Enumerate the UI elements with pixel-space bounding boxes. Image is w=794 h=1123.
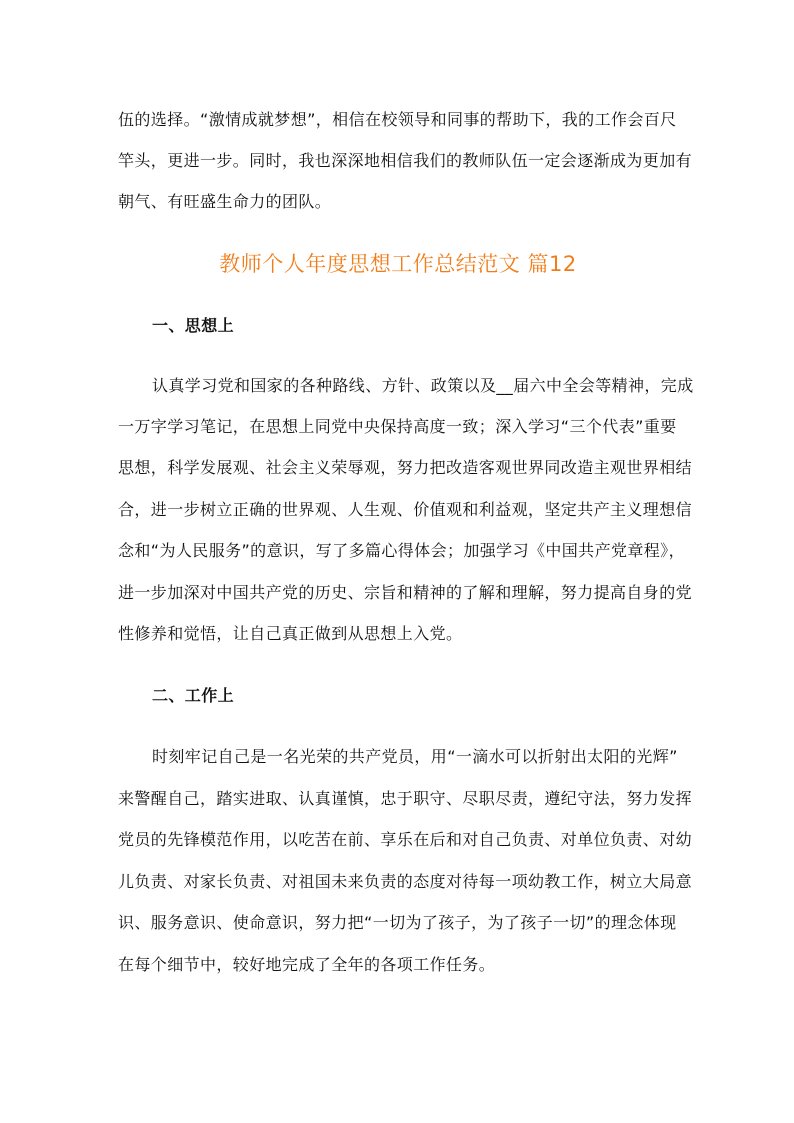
- section2-line-3: 党员的先锋模范作用，以吃苦在前、享乐在后和对自己负责、对单位负责、对幼: [118, 830, 693, 849]
- section1-line-7: 性修养和觉悟，让自己真正做到从思想上入党。: [118, 624, 463, 643]
- section1-heading: 一、思想上: [152, 316, 235, 335]
- section1-line-6: 进一步加深对中国共产党的历史、宗旨和精神的了解和理解，努力提高自身的党: [118, 583, 693, 602]
- intro-line-3: 朝气、有旺盛生命力的团队。: [118, 192, 332, 211]
- section1-line-2: 一万字学习笔记，在思想上同党中央保持高度一致；深入学习“三个代表”重要: [118, 417, 677, 436]
- section2-heading: 二、工作上: [152, 686, 235, 705]
- section2-line-4: 儿负责、对家长负责、对祖国未来负责的态度对待每一项幼教工作，树立大局意: [118, 872, 693, 891]
- article-title: 教师个人年度思想工作总结范文 篇12: [219, 252, 577, 276]
- section1-line-5: 念和“为人民服务”的意识，写了多篇心得体会；加强学习《中国共产党章程》，: [118, 541, 685, 560]
- section1-line-4: 合，进一步树立正确的世界观、人生观、价值观和利益观，坚定共产主义理想信: [118, 500, 693, 519]
- section2-line-1: 时刻牢记自己是一名光荣的共产党员，用“一滴水可以折射出太阳的光辉”: [152, 747, 678, 766]
- section2-line-6: 在每个细节中，较好地完成了全年的各项工作任务。: [118, 955, 496, 974]
- section1-line-3: 思想，科学发展观、社会主义荣辱观，努力把改造客观世界同改造主观世界相结: [118, 458, 693, 477]
- intro-line-2: 竿头，更进一步。同时，我也深深地相信我们的教师队伍一定会逐渐成为更加有: [118, 151, 693, 170]
- section2-line-2: 来警醒自己，踏实进取、认真谨慎，忠于职守、尽职尽责，遵纪守法，努力发挥: [118, 789, 693, 808]
- section2-line-5: 识、服务意识、使命意识，努力把“一切为了孩子，为了孩子一切”的理念体现: [118, 913, 677, 932]
- section1-line-1: 认真学习党和国家的各种路线、方针、政策以及__届六中全会等精神，完成: [152, 376, 694, 395]
- intro-line-1: 伍的选择。“激情成就梦想”，相信在校领导和同事的帮助下，我的工作会百尺: [118, 110, 677, 129]
